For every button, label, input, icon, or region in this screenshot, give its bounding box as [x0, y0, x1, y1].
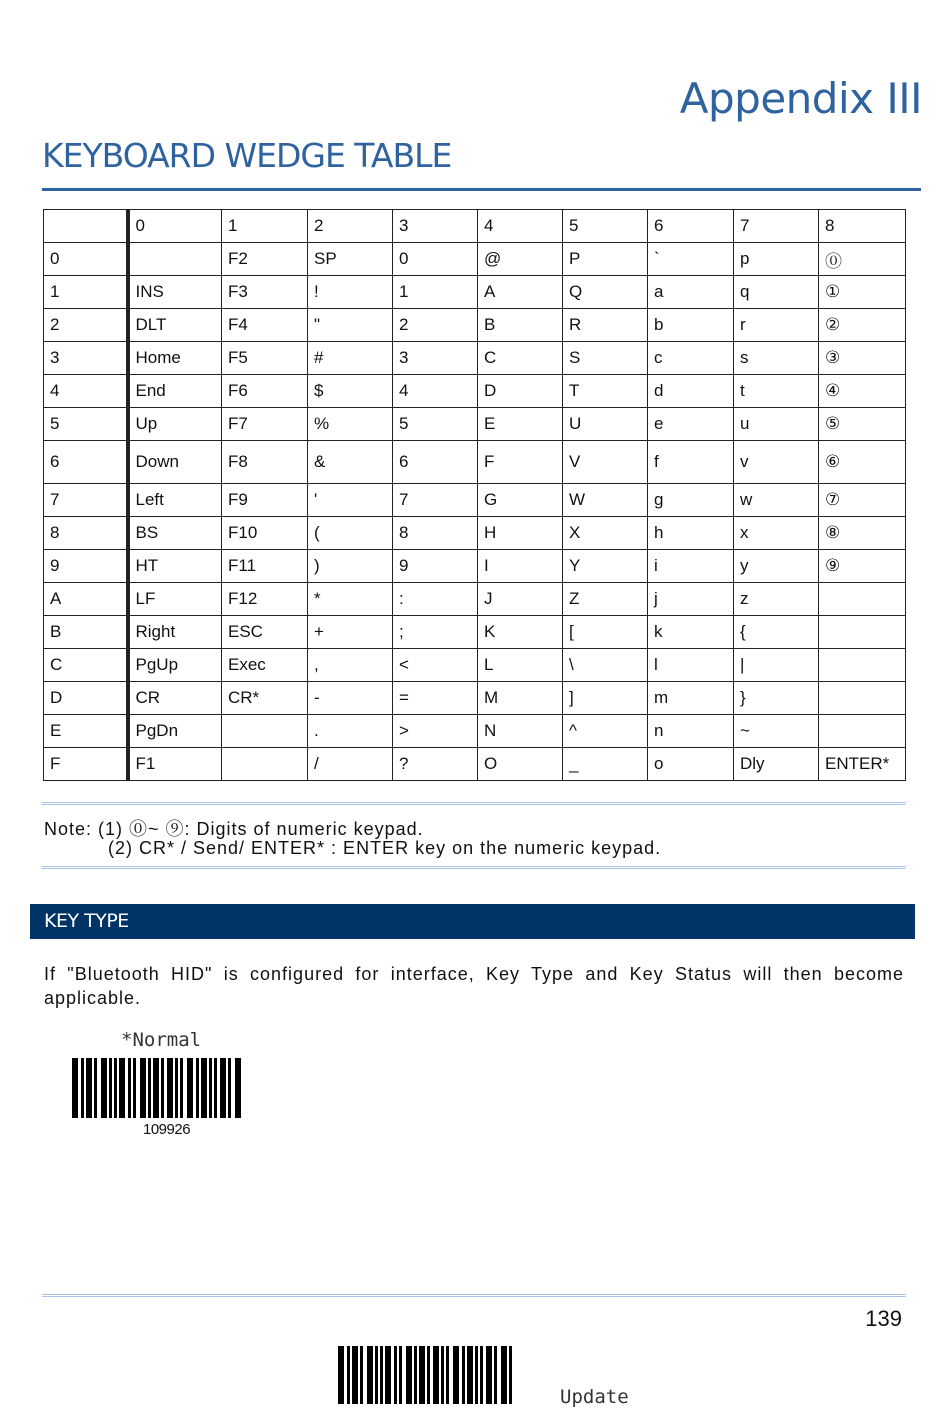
table-row [44, 342, 906, 375]
table-cell: u [734, 408, 819, 441]
barcode-normal[interactable] [72, 1058, 241, 1118]
table-cell: Up [128, 408, 222, 441]
table-row [44, 309, 906, 342]
table-cell: ' [308, 484, 393, 517]
table-cell: F [478, 441, 563, 484]
table-cell: s [734, 342, 819, 375]
note-divider-top [42, 802, 906, 805]
table-cell: 4 [393, 375, 478, 408]
table-cell: ( [308, 517, 393, 550]
table-cell: I [478, 550, 563, 583]
page-number: 139 [865, 1306, 902, 1331]
table-cell: F11 [222, 550, 308, 583]
table-cell: ) [308, 550, 393, 583]
table-cell: . [308, 715, 393, 748]
row-header: D [44, 682, 128, 715]
note-line-1: Note: (1) ⓪~ ⑨: Digits of numeric keypad. [44, 819, 424, 839]
table-cell: W [563, 484, 648, 517]
row-header: 6 [44, 441, 128, 484]
table-cell: o [648, 748, 734, 781]
table-cell: M [478, 682, 563, 715]
table-cell: 7 [393, 484, 478, 517]
table-cell: d [648, 375, 734, 408]
table-cell: + [308, 616, 393, 649]
row-header: 8 [44, 517, 128, 550]
column-header: 4 [478, 210, 563, 243]
table-cell: * [308, 583, 393, 616]
footer-divider [42, 1294, 906, 1297]
table-cell: w [734, 484, 819, 517]
table-cell [819, 583, 906, 616]
table-cell: y [734, 550, 819, 583]
table-cell: m [648, 682, 734, 715]
table-cell: B [478, 309, 563, 342]
table-row [44, 441, 906, 484]
table-cell: h [648, 517, 734, 550]
column-header: 5 [563, 210, 648, 243]
table-cell: ^ [563, 715, 648, 748]
table-cell: T [563, 375, 648, 408]
table-cell: l [648, 649, 734, 682]
table-cell: Q [563, 276, 648, 309]
table-cell: End [128, 375, 222, 408]
table-cell: F2 [222, 243, 308, 276]
note-divider-bottom [42, 866, 906, 869]
column-header: 1 [222, 210, 308, 243]
table-cell: ⑨ [819, 550, 906, 583]
table-cell: LF [128, 583, 222, 616]
table-cell: : [393, 583, 478, 616]
table-cell: 3 [393, 342, 478, 375]
table-header-row [44, 210, 906, 243]
table-cell: = [393, 682, 478, 715]
table-cell: X [563, 517, 648, 550]
table-row [44, 748, 906, 781]
table-cell: _ [563, 748, 648, 781]
table-cell: ENTER* [819, 748, 906, 781]
table-cell: R [563, 309, 648, 342]
column-header: 7 [734, 210, 819, 243]
table-cell: ⑤ [819, 408, 906, 441]
table-cell: Home [128, 342, 222, 375]
table-row [44, 408, 906, 441]
table-cell: a [648, 276, 734, 309]
table-cell: S [563, 342, 648, 375]
table-cell: > [393, 715, 478, 748]
table-cell: j [648, 583, 734, 616]
table-cell: n [648, 715, 734, 748]
barcode-bar [509, 1346, 512, 1404]
table-cell: Right [128, 616, 222, 649]
table-cell: SP [308, 243, 393, 276]
barcode-update[interactable] [338, 1346, 512, 1404]
table-cell: ` [648, 243, 734, 276]
table-cell: i [648, 550, 734, 583]
table-cell: @ [478, 243, 563, 276]
table-cell: F5 [222, 342, 308, 375]
row-header: B [44, 616, 128, 649]
table-cell: 2 [393, 309, 478, 342]
row-header: 0 [44, 243, 128, 276]
table-cell: ! [308, 276, 393, 309]
column-header: 0 [128, 210, 222, 243]
table-cell [819, 715, 906, 748]
title-divider [42, 188, 921, 191]
table-cell: q [734, 276, 819, 309]
table-cell: k [648, 616, 734, 649]
table-cell: Left [128, 484, 222, 517]
table-cell: & [308, 441, 393, 484]
table-cell: BS [128, 517, 222, 550]
barcode-bar [235, 1058, 241, 1118]
table-cell: ⑧ [819, 517, 906, 550]
column-header: 3 [393, 210, 478, 243]
table-row [44, 682, 906, 715]
table-cell: 6 [393, 441, 478, 484]
table-cell: N [478, 715, 563, 748]
table-cell: INS [128, 276, 222, 309]
table-row [44, 276, 906, 309]
table-cell: L [478, 649, 563, 682]
appendix-heading: Appendix III [679, 74, 922, 123]
row-header: A [44, 583, 128, 616]
table-row [44, 517, 906, 550]
table-cell: Y [563, 550, 648, 583]
table-cell: P [563, 243, 648, 276]
section-title-key-type: KEY TYPE [30, 904, 915, 939]
table-cell: v [734, 441, 819, 484]
table-cell: 0 [393, 243, 478, 276]
table-cell: p [734, 243, 819, 276]
table-cell: ? [393, 748, 478, 781]
row-header: 1 [44, 276, 128, 309]
table-cell: ⓪ [819, 243, 906, 276]
table-cell: \ [563, 649, 648, 682]
table-row [44, 243, 906, 276]
table-cell: Down [128, 441, 222, 484]
table-cell [222, 715, 308, 748]
table-cell: O [478, 748, 563, 781]
note-line-2: (2) CR* / Send/ ENTER* : ENTER key on the numeric keypad. [108, 838, 662, 858]
table-cell: Z [563, 583, 648, 616]
table-row [44, 649, 906, 682]
row-header: 7 [44, 484, 128, 517]
column-header [44, 210, 128, 243]
table-cell: % [308, 408, 393, 441]
column-header: 6 [648, 210, 734, 243]
table-cell: G [478, 484, 563, 517]
table-cell: ④ [819, 375, 906, 408]
table-cell: z [734, 583, 819, 616]
table-cell: DLT [128, 309, 222, 342]
table-cell: t [734, 375, 819, 408]
table-cell: F6 [222, 375, 308, 408]
key-type-description: If "Bluetooth HID" is configured for interface, Key Type and Key Status will then become applicable. [44, 964, 904, 1008]
row-header: 4 [44, 375, 128, 408]
table-cell [222, 748, 308, 781]
table-cell: F3 [222, 276, 308, 309]
table-cell: x [734, 517, 819, 550]
table-cell: g [648, 484, 734, 517]
table-cell: ESC [222, 616, 308, 649]
table-cell: J [478, 583, 563, 616]
keyboard-wedge-table [43, 209, 906, 781]
table-cell: | [734, 649, 819, 682]
table-cell: HT [128, 550, 222, 583]
table-cell: F10 [222, 517, 308, 550]
column-header: 8 [819, 210, 906, 243]
row-header: F [44, 748, 128, 781]
table-row [44, 583, 906, 616]
table-cell: e [648, 408, 734, 441]
table-cell: ⑦ [819, 484, 906, 517]
table-cell: 1 [393, 276, 478, 309]
table-cell: PgDn [128, 715, 222, 748]
table-cell: F8 [222, 441, 308, 484]
table-cell: { [734, 616, 819, 649]
page-title: KEYBOARD WEDGE TABLE [42, 136, 452, 175]
table-cell [128, 243, 222, 276]
table-cell: # [308, 342, 393, 375]
table-cell: H [478, 517, 563, 550]
table-cell: / [308, 748, 393, 781]
table-cell: , [308, 649, 393, 682]
row-header: 2 [44, 309, 128, 342]
table-cell: C [478, 342, 563, 375]
table-cell: U [563, 408, 648, 441]
barcode-label-normal: *Normal [121, 1029, 202, 1051]
barcode-label-update: Update [560, 1386, 629, 1408]
table-cell: F7 [222, 408, 308, 441]
table-cell: $ [308, 375, 393, 408]
table-cell: A [478, 276, 563, 309]
table-row [44, 550, 906, 583]
table-cell: E [478, 408, 563, 441]
table-row [44, 715, 906, 748]
row-header: 3 [44, 342, 128, 375]
table-cell: 5 [393, 408, 478, 441]
table-cell: Dly [734, 748, 819, 781]
table-cell: ⑥ [819, 441, 906, 484]
table-cell: ③ [819, 342, 906, 375]
table-row [44, 484, 906, 517]
table-cell: V [563, 441, 648, 484]
barcode-number: 109926 [143, 1121, 191, 1138]
table-cell: ① [819, 276, 906, 309]
row-header: C [44, 649, 128, 682]
table-cell: ] [563, 682, 648, 715]
table-cell [819, 682, 906, 715]
table-cell: ~ [734, 715, 819, 748]
table-cell: K [478, 616, 563, 649]
table-cell: f [648, 441, 734, 484]
table-cell: [ [563, 616, 648, 649]
table-cell: < [393, 649, 478, 682]
table-cell: c [648, 342, 734, 375]
table-cell: F1 [128, 748, 222, 781]
table-cell: ; [393, 616, 478, 649]
table-cell: b [648, 309, 734, 342]
table-cell: ② [819, 309, 906, 342]
table-cell: r [734, 309, 819, 342]
table-cell: F4 [222, 309, 308, 342]
table-cell: PgUp [128, 649, 222, 682]
table-cell: 9 [393, 550, 478, 583]
table-cell: F9 [222, 484, 308, 517]
table-row [44, 616, 906, 649]
table-cell: CR* [222, 682, 308, 715]
table-cell [819, 616, 906, 649]
table-cell [819, 649, 906, 682]
table-cell: F12 [222, 583, 308, 616]
table-cell: 8 [393, 517, 478, 550]
column-header: 2 [308, 210, 393, 243]
table-cell: - [308, 682, 393, 715]
row-header: 9 [44, 550, 128, 583]
table-row [44, 375, 906, 408]
table-cell: CR [128, 682, 222, 715]
table-cell: " [308, 309, 393, 342]
row-header: 5 [44, 408, 128, 441]
table-cell: } [734, 682, 819, 715]
table-cell: Exec [222, 649, 308, 682]
row-header: E [44, 715, 128, 748]
table-cell: D [478, 375, 563, 408]
